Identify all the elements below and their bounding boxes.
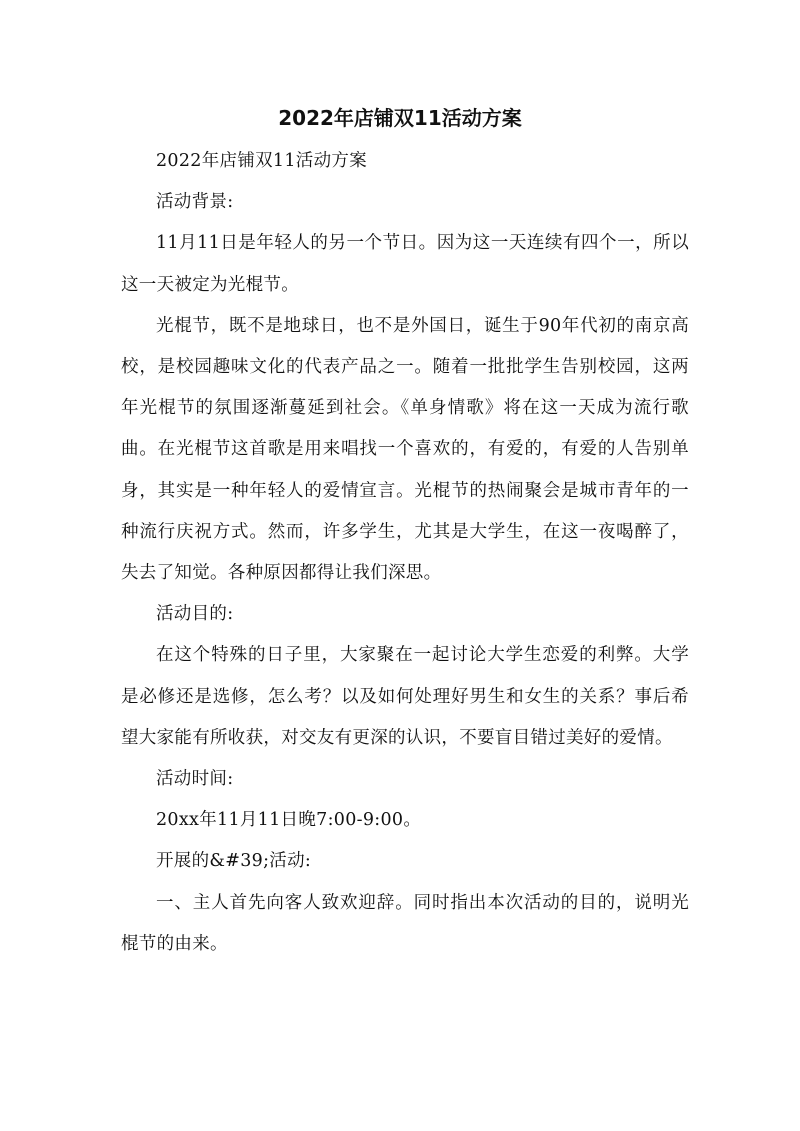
paragraph-subtitle: 2022年店铺双11活动方案 <box>156 151 368 171</box>
paragraph-time-text: 20xx年11月11日晚7:00-9:00。 <box>156 810 422 831</box>
paragraph-time-heading: 活动时间: <box>156 769 234 790</box>
paragraph-background-heading: 活动背景: <box>156 192 234 213</box>
paragraph-purpose-heading: 活动目的: <box>156 604 234 625</box>
paragraph-activity-1: 一、主人首先向客人致欢迎辞。同时指出本次活动的目的，说明光棍节的由来。 <box>121 892 689 954</box>
document-title: 2022年店铺双11活动方案 <box>278 106 522 130</box>
document-body <box>121 141 689 965</box>
paragraph-background-detail: 光棍节，既不是地球日，也不是外国日，诞生于90年代初的南京高校，是校园趣味文化的代表产品之一。随着一批批学生告别校园，这两年光棍节的氛围逐渐蔓延到社会。《单身情歌》将在这一天成为流行歌曲。在光棍节这首歌是用来唱找一个喜欢的，有爱的，有爱的人告别单身，其实是一种年轻人的爱情宣言。光棍节的热闹聚会是城市青年的一种流行庆祝方式。然而，许多学生，尤其是大学生，在这一夜喝醉了，失去了知觉。各种原因都得让我们深思。 <box>121 315 689 584</box>
paragraph-activities-heading: 开展的&#39;活动: <box>156 851 312 872</box>
paragraph-purpose-text: 在这个特殊的日子里，大家聚在一起讨论大学生恋爱的利弊。大学是必修还是选修，怎么考？以及如何处理好男生和女生的关系？事后希望大家能有所收获，对交友有更深的认识，不要盲目错过美好的爱情。 <box>121 645 689 748</box>
paragraph-background-intro: 11月11日是年轻人的另一个节日。因为这一天连续有四个一，所以这一天被定为光棍节。 <box>121 233 689 295</box>
